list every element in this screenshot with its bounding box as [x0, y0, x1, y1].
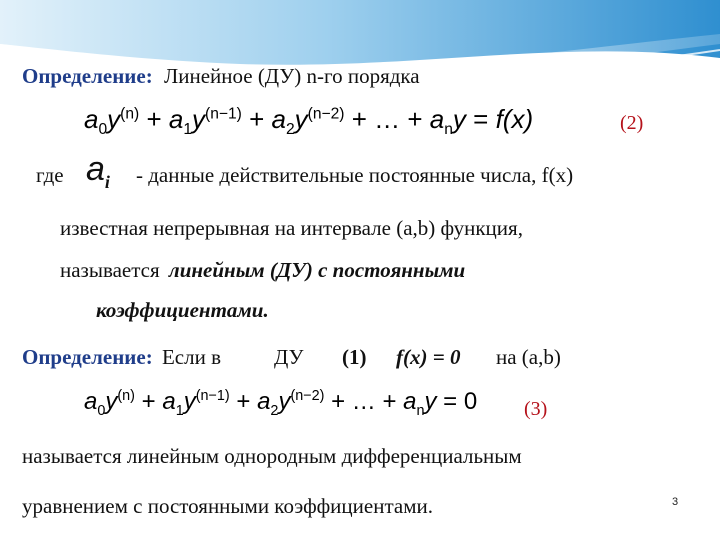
coefficients-word: коэффициентами.	[96, 298, 269, 322]
called-line	[60, 258, 465, 283]
term-superscript: (n)	[120, 105, 140, 123]
term-variable: y	[105, 388, 118, 415]
page-number: 3	[672, 496, 679, 508]
term-subscript: 2	[285, 121, 295, 139]
equation-term	[403, 388, 464, 419]
ai-subscript: i	[104, 171, 110, 192]
equation-term	[271, 104, 430, 139]
where-word: где	[36, 163, 64, 187]
term-coefficient: a	[84, 388, 98, 415]
equation-3-number: (3)	[524, 398, 548, 420]
term-superscript: (n−1)	[205, 105, 242, 123]
term-subscript: 0	[97, 402, 106, 419]
term-variable: y	[192, 104, 206, 134]
equation-term	[84, 388, 163, 419]
definition-1-line	[22, 64, 420, 89]
term-subscript: 2	[270, 402, 279, 419]
equation-term	[162, 388, 258, 419]
known-function-line: известная непрерывная на интервале (a,b) функция,	[60, 216, 523, 240]
term-coefficient: a	[84, 104, 99, 134]
equation-2-number: (2)	[620, 112, 644, 134]
equation-rhs: 0	[463, 388, 478, 415]
equation-3	[84, 388, 477, 419]
term-operator: =	[436, 388, 464, 415]
term-variable: y	[183, 388, 196, 415]
term-variable: y	[424, 388, 437, 415]
equation-term	[257, 388, 404, 419]
term-superscript: (n−2)	[307, 105, 345, 123]
equation-2	[84, 104, 533, 139]
definition-1-text: Линейное (ДУ) n-го порядка	[163, 64, 420, 88]
called-bold: линейным (ДУ) с постоянными	[168, 258, 466, 282]
equation-rhs: f(x)	[495, 104, 534, 134]
term-coefficient: a	[257, 388, 271, 415]
definition-2-fx: f(x) = 0	[396, 345, 461, 369]
term-coefficient: a	[429, 104, 445, 134]
ai-symbol	[86, 150, 110, 193]
term-superscript: (n−2)	[290, 388, 325, 404]
term-operator: +	[139, 104, 169, 134]
definition-2-if: Если в	[161, 345, 222, 369]
term-coefficient: a	[168, 104, 184, 134]
term-operator: +	[241, 104, 272, 134]
definition-1-label: Определение:	[22, 64, 153, 88]
final-line-2: уравнением с постоянными коэффициентами.	[22, 494, 433, 518]
term-coefficient: a	[403, 388, 417, 415]
term-subscript: 0	[98, 121, 108, 139]
final-line-1: называется линейным однородным дифференциальным	[22, 444, 522, 468]
equation-term	[429, 104, 496, 139]
header-banner	[0, 0, 720, 110]
term-subscript: n	[444, 121, 453, 139]
term-variable: y	[452, 104, 466, 134]
ai-base: a	[86, 150, 105, 188]
term-operator: +	[229, 388, 258, 415]
definition-2-line	[22, 345, 221, 370]
term-operator: +	[134, 388, 163, 415]
term-subscript: 1	[175, 402, 184, 419]
term-coefficient: a	[162, 388, 176, 415]
called-prefix: называется	[60, 258, 160, 282]
term-operator: =	[465, 104, 496, 134]
term-superscript: (n)	[117, 388, 135, 404]
term-subscript: 1	[183, 121, 193, 139]
term-operator: + … +	[344, 104, 430, 134]
definition-2-label: Определение:	[22, 345, 153, 369]
term-subscript: n	[416, 402, 425, 419]
definition-2-on: на (a,b)	[496, 345, 561, 369]
equation-term	[168, 104, 272, 139]
term-coefficient: a	[271, 104, 286, 134]
definition-2-du: ДУ	[274, 345, 304, 369]
term-variable: y	[107, 104, 121, 134]
term-variable: y	[294, 104, 308, 134]
term-operator: + … +	[324, 388, 404, 415]
equation-term	[84, 104, 169, 139]
definition-2-ref: (1)	[342, 345, 367, 369]
term-variable: y	[278, 388, 291, 415]
ai-description: - данные действительные постоянные числа, f(x)	[136, 163, 574, 187]
term-superscript: (n−1)	[195, 388, 230, 404]
